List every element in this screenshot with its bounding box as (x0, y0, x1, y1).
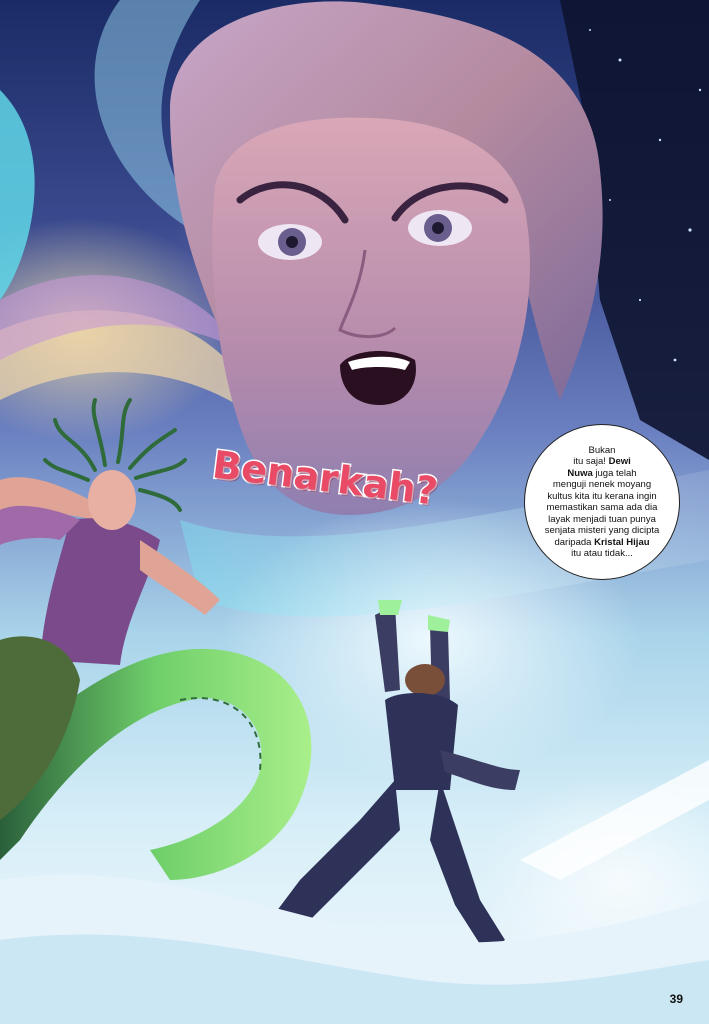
bubble-line: Bukan (588, 444, 616, 456)
bubble-line: menguji nenek moyang (552, 479, 652, 490)
page-number: 39 (669, 992, 683, 1006)
speech-bubble (524, 424, 680, 580)
bubble-emphasis: Nuwa (567, 467, 593, 479)
bubble-line: kultus kita itu kerana ingin (547, 490, 657, 502)
bubble-line: itu atau tidak... (571, 548, 633, 559)
giant-face (170, 1, 603, 515)
bubble-line: juga telah (592, 467, 637, 479)
medusa-figure (0, 400, 220, 820)
bubble-emphasis: Kristal Hijau (594, 536, 650, 548)
bubble-line: daripada (554, 536, 595, 548)
bubble-emphasis: Dewi (608, 456, 631, 467)
bubble-line: senjata misteri yang dicipta (544, 525, 660, 536)
sound-effect-text: Benarkah? (210, 442, 441, 514)
bubble-line: memastikan sama ada dia (546, 502, 658, 513)
speech-bubble-text (532, 445, 672, 560)
water-splash (0, 760, 709, 1024)
bubble-line: itu saja! (573, 456, 609, 467)
bubble-line: layak menjadi tuan punya (548, 513, 656, 525)
